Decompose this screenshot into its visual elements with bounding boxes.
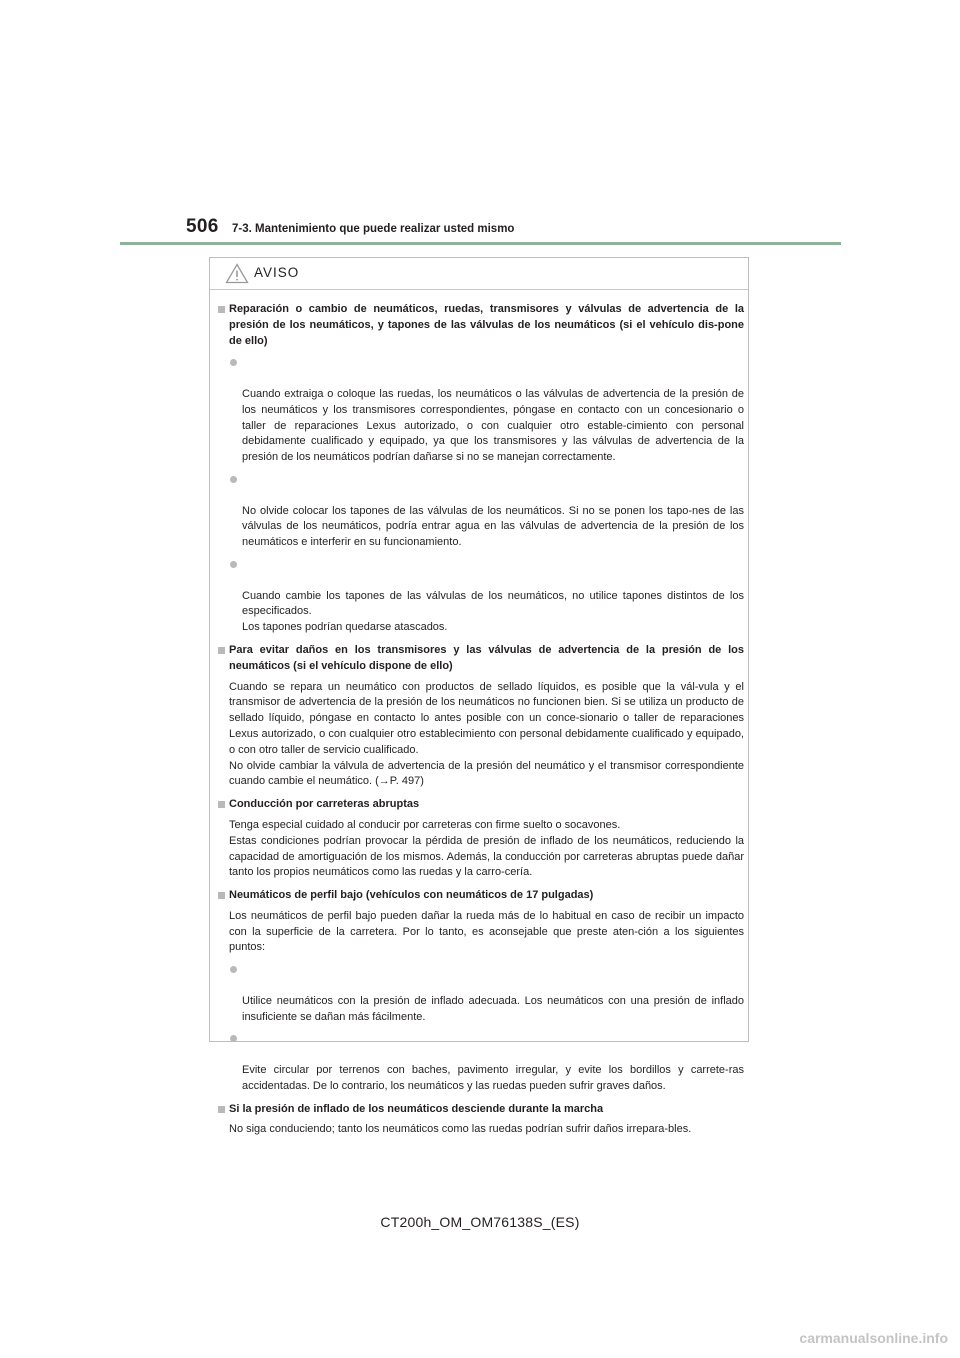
square-bullet-icon bbox=[218, 801, 225, 808]
document-code: CT200h_OM_OM76138S_(ES) bbox=[380, 1214, 580, 1230]
square-bullet-icon bbox=[218, 306, 225, 313]
bullet-item: No olvide colocar los tapones de las válvulas de los neumáticos. Si no se ponen los tapo-nes de las válvulas de los neumáticos, podría entrar agua en las válvulas de advertencia de la presión de los neumáticos e interferir en su funcionamiento. bbox=[218, 472, 744, 551]
square-bullet-icon bbox=[218, 647, 225, 654]
dot-bullet-icon bbox=[230, 359, 237, 366]
watermark: carmanualsonline.info bbox=[799, 1330, 948, 1346]
square-bullet-icon bbox=[218, 1106, 225, 1113]
warning-item-avoid-damage bbox=[218, 643, 744, 790]
warning-item-pressure-drop bbox=[218, 1102, 744, 1139]
bullet-item: Evite circular por terrenos con baches, pavimento irregular, y evite los bordillos y carrete-ras accidentadas. De lo contrario, los neumáticos y las ruedas pueden sufrir graves daños. bbox=[218, 1031, 744, 1094]
dot-bullet-icon bbox=[230, 476, 237, 483]
section-title: 7-3. Mantenimiento que puede realizar usted mismo bbox=[232, 223, 515, 235]
warning-item-tire-repair bbox=[218, 302, 744, 636]
warning-box bbox=[209, 257, 749, 1136]
item-paragraph: Los neumáticos de perfil bajo pueden dañar la rueda más de lo habitual en caso de recibir un impacto con la superficie de la carretera. Por lo tanto, es aconsejable que preste aten-ción a los siguientes puntos: bbox=[229, 909, 744, 954]
item-heading: Conducción por carreteras abruptas bbox=[218, 797, 744, 813]
dot-bullet-icon bbox=[230, 561, 237, 568]
square-bullet-icon bbox=[218, 892, 225, 899]
warning-body bbox=[218, 302, 744, 1145]
item-paragraph: Cuando se repara un neumático con productos de sellado líquidos, es posible que la vál-vula y el transmisor de advertencia de la presión de los neumáticos no funcionen bien. Si se utiliza un producto de sellado líquido, póngase en contacto lo antes posible con un conce-sionario o taller de reparaciones Lexus autorizado, o con cualquier otro establecimiento con personal debidamente cualificado y equipado, o con otro taller de servicio cualificado. No olvide cambiar la válvula de advertencia de la presión del neumático y el transmisor correspondiente cuando cambie el neumático. (→P. 497) bbox=[229, 680, 744, 788]
warning-title: AVISO bbox=[254, 265, 300, 280]
item-heading: Neumáticos de perfil bajo (vehículos con neumáticos de 17 pulgadas) bbox=[218, 888, 744, 904]
warning-header bbox=[210, 258, 748, 290]
item-heading: Reparación o cambio de neumáticos, ruedas, transmisores y válvulas de advertencia de la presión de los neumáticos, y tapones de las válvulas de los neumáticos (si el vehículo dis-pone de ello) bbox=[218, 302, 744, 349]
warning-item-low-profile bbox=[218, 888, 744, 1095]
dot-bullet-icon bbox=[230, 1035, 237, 1042]
item-paragraph: No siga conduciendo; tanto los neumáticos como las ruedas podrían sufrir daños irrepara-bles. bbox=[229, 1123, 692, 1136]
item-heading: Para evitar daños en los transmisores y las válvulas de advertencia de la presión de los neumáticos (si el vehículo dispone de ello) bbox=[218, 643, 744, 675]
item-paragraph: Tenga especial cuidado al conducir por carreteras con firme suelto o socavones. Estas condiciones podrían provocar la pérdida de presión de inflado de los neumáticos, reduciendo la capacidad de amortiguación de los mismos. Además, la conducción por carreteras abruptas puede dañar tanto los propios neumáticos como las ruedas y la carro-cería. bbox=[229, 818, 744, 879]
page-header bbox=[0, 0, 960, 250]
bullet-item: Cuando cambie los tapones de las válvulas de los neumáticos, no utilice tapones distintos de los especificados. Los tapones podrían quedarse atascados. bbox=[218, 557, 744, 636]
page-number: 506 bbox=[186, 216, 219, 237]
warning-triangle-icon bbox=[225, 263, 249, 284]
item-heading: Si la presión de inflado de los neumáticos desciende durante la marcha bbox=[218, 1102, 744, 1118]
header-divider bbox=[120, 242, 841, 245]
warning-item-rough-roads bbox=[218, 797, 744, 881]
bullet-item: Cuando extraiga o coloque las ruedas, los neumáticos o las válvulas de advertencia de la presión de los neumáticos y los transmisores correspondientes, póngase en contacto con un concesionario o taller de reparaciones Lexus autorizado, o con cualquier otro estable-cimiento con personal debidamente cualificado y equipado, ya que los transmisores y las válvulas de advertencia de la presión de los neumáticos podrían dañarse si no se manejan correctamente. bbox=[218, 355, 744, 466]
bullet-item: Utilice neumáticos con la presión de inflado adecuada. Los neumáticos con una presión de inflado insuficiente se dañan más fácilmente. bbox=[218, 962, 744, 1025]
dot-bullet-icon bbox=[230, 966, 237, 973]
